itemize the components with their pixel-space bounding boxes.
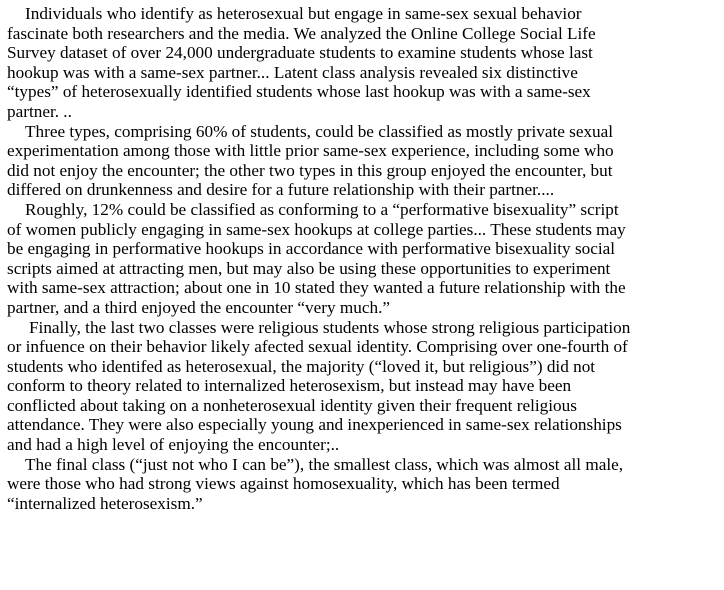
- paragraph-1: Individuals who identify as heterosexual but engage in same-sex sexual behavior fascinate both researchers and the media. We analyzed the Online College Social Life Survey dataset of over 24,000 undergraduate students to examine students whose last hookup was with a same-sex partner... Latent class analysis revealed six distinctive “types” of heterosexually identified students whose last hookup was with a same-sex partner. ..: [7, 4, 596, 121]
- paragraph-4: Finally, the last two classes were religious students whose strong religious participation or infuence on their behavior likely afected sexual identity. Comprising over one-fourth of students who identifed as heterosexual, the majority (“loved it, but religious”) did not conform to theory related to internalized heterosexism, but instead may have been conflicted about taking on a nonheterosexual identity given their frequent religious attendance. They were also especially young and inexperienced in same-sex relationships and had a high level of enjoying the encounter;..: [7, 317, 631, 455]
- paragraph-5: The final class (“just not who I can be”), the smallest class, which was almost all male, were those who had strong views against homosexuality, which has been termed “internalized heterosexism.”: [7, 454, 624, 513]
- paragraph-3: Roughly, 12% could be classified as conforming to a “performative bisexuality” script of women publicly engaging in same-sex hookups at college parties... These students may be engaging in performative hookups in accordance with performative bisexuality social scripts aimed at attracting men, but may also be using these opportunities to experiment with same-sex attraction; about one in 10 stated they wanted a future relationship with the partner, and a third enjoyed the encounter “very much.”: [7, 199, 626, 317]
- paragraph-2: Three types, comprising 60% of students, could be classified as mostly private sexual experimentation among those with little prior same-sex experience, including some who did not enjoy the encounter; the other two types in this group enjoyed the encounter, but differed on drunkenness and desire for a future relationship with their partner....: [7, 121, 614, 200]
